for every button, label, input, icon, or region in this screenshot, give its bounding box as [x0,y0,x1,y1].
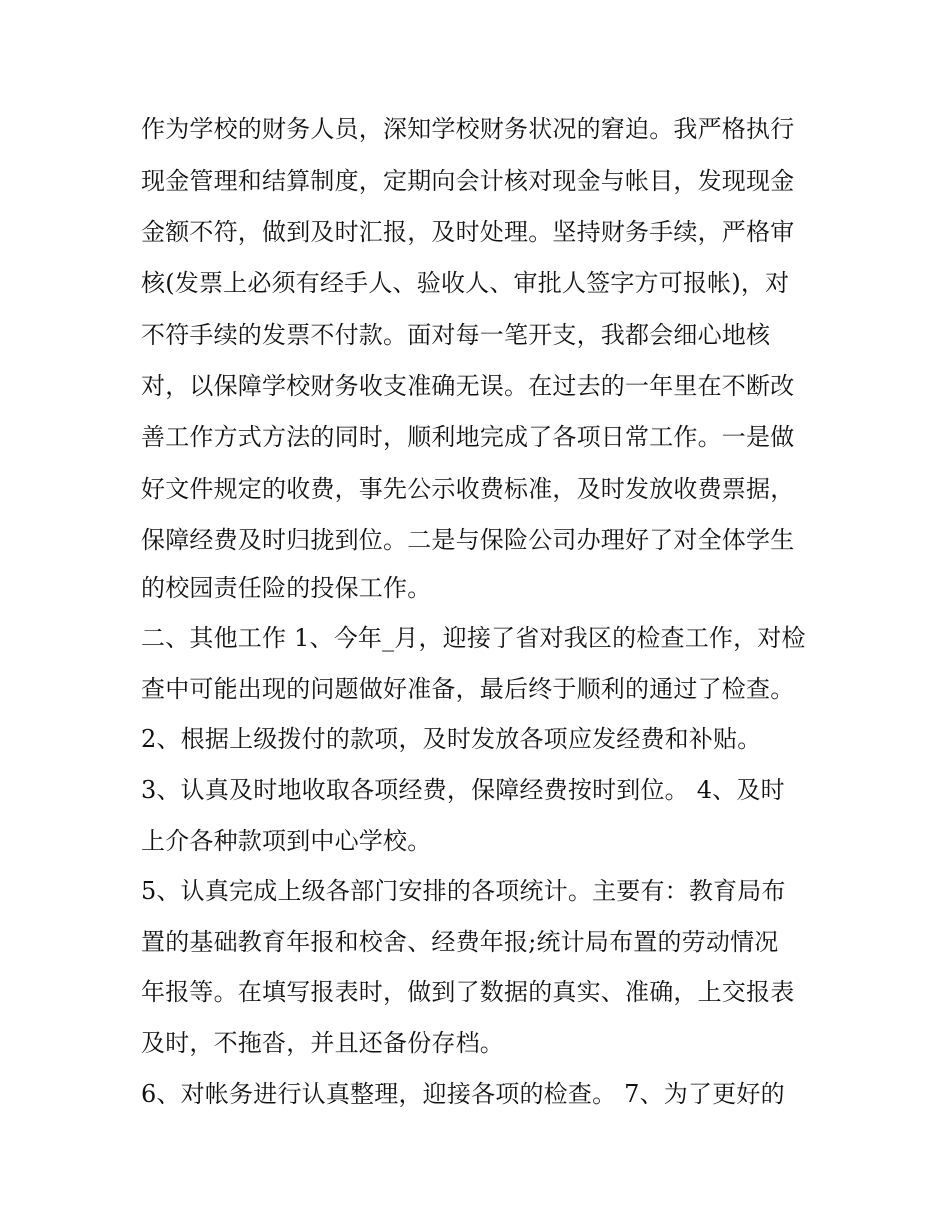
text-line: 置的基础教育年报和校舍、经费年报;统计局布置的劳动情况 [141,928,779,956]
text-line: 查中可能出现的问题做好准备，最后终于顺利的通过了检查。 [141,675,795,703]
text-line: 核(发票上必须有经手人、验收人、审批人签字方可报帐)，对 [141,269,790,297]
text-line: 5、认真完成上级各部门安排的各项统计。主要有：教育局布 [141,877,786,905]
text-line: 善工作方式方法的同时，顺利地完成了各项日常工作。一是做 [141,423,795,451]
text-line: 作为学校的财务人员，深知学校财务状况的窘迫。我严格执行 [141,115,795,143]
text-line: 及时，不拖沓，并且还备份存档。 [141,1029,504,1057]
text-line: 上介各种款项到中心学校。 [141,827,432,855]
text-line: 不符手续的发票不付款。面对每一笔开支，我都会细心地核 [141,321,771,349]
text-line: 6、对帐务进行认真整理，迎接各项的检查。 7、为了更好的 [141,1080,785,1108]
text-line: 年报等。在填写报表时，做到了数据的真实、准确，上交报表 [141,978,795,1006]
text-line: 保障经费及时归拢到位。二是与保险公司办理好了对全体学生 [141,526,795,554]
text-line: 现金管理和结算制度，定期向会计核对现金与帐目，发现现金 [141,167,795,195]
text-line: 二、其他工作 1、今年_月，迎接了省对我区的检查工作，对检 [141,624,806,652]
text-line: 对，以保障学校财务收支准确无误。在过去的一年里在不断改 [141,372,795,400]
text-line: 好文件规定的收费，事先公示收费标准，及时发放收费票据， [141,475,795,503]
text-line: 金额不符，做到及时汇报，及时处理。坚持财务手续，严格审 [141,218,795,246]
text-line: 3、认真及时地收取各项经费，保障经费按时到位。 4、及时 [141,776,785,804]
text-line: 2、根据上级拨付的款项，及时发放各项应发经费和补贴。 [141,725,762,753]
text-line: 的校园责任险的投保工作。 [141,574,432,602]
